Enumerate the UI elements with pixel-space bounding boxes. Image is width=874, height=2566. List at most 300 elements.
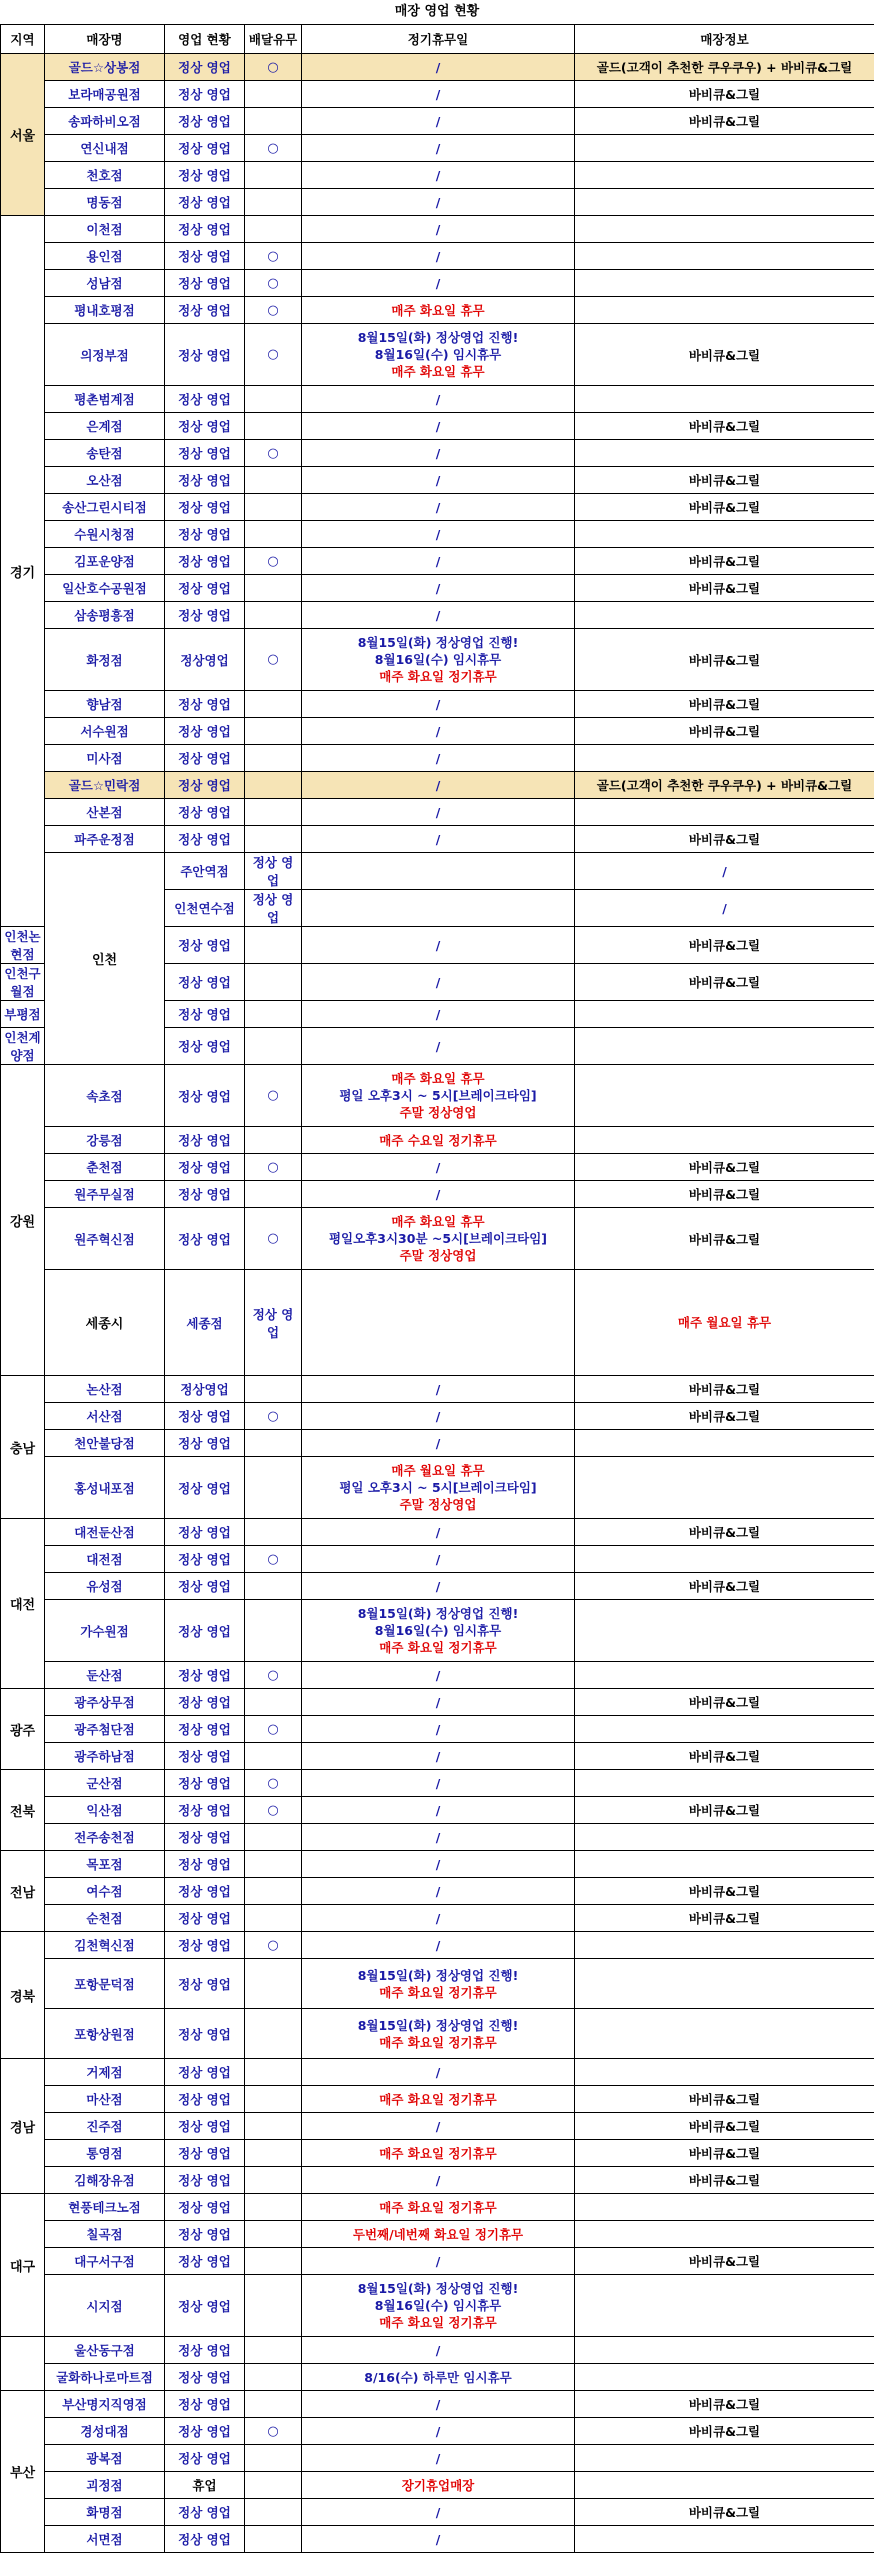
holiday-line: 평일오후3시30분 ~5시[브레이크타임] — [328, 1231, 548, 1246]
store-name-cell: 용인점 — [45, 243, 165, 270]
table-row — [1, 1770, 874, 1797]
table-row — [1, 2009, 874, 2059]
store-info-cell: 바비큐&그릴 — [575, 1181, 874, 1208]
store-info-cell: 바비큐&그릴 — [575, 324, 874, 386]
table-row — [1, 440, 874, 467]
business-status-cell: 정상 영업 — [165, 1546, 245, 1573]
holiday-line: / — [722, 863, 727, 879]
regular-holiday-cell — [302, 135, 575, 162]
delivery-cell: ○ — [245, 548, 302, 575]
table-row — [1, 1181, 874, 1208]
table-row — [1, 54, 874, 81]
business-status-cell: 정상 영업 — [165, 2499, 245, 2526]
holiday-line: 8월15일(화) 정상영업 진행! — [357, 1967, 519, 1983]
table-row — [1, 521, 874, 548]
holiday-line: 매주 월요일 휴무 — [391, 1463, 485, 1478]
delivery-cell — [245, 1824, 302, 1851]
delivery-cell: ○ — [245, 1716, 302, 1743]
region-cell: 세종시 — [45, 1270, 165, 1376]
delivery-cell: ○ — [245, 297, 302, 324]
store-info-cell: 바비큐&그릴 — [575, 2248, 874, 2275]
table-row — [1, 1716, 874, 1743]
store-name-cell: 골드☆민락점 — [45, 772, 165, 799]
store-info-cell — [575, 2445, 874, 2472]
region-cell: 충남 — [1, 1376, 45, 1519]
business-status-cell: 정상 영업 — [165, 1959, 245, 2009]
regular-holiday-cell — [302, 297, 575, 324]
store-name-cell: 진주점 — [45, 2113, 165, 2140]
holiday-line: 매주 화요일 휴무 — [391, 1071, 485, 1086]
delivery-cell — [302, 1270, 575, 1376]
delivery-cell — [245, 1851, 302, 1878]
holiday-line: / — [435, 1694, 441, 1710]
store-name-cell: 논산점 — [45, 1376, 165, 1403]
store-name-cell: 광주하남점 — [45, 1743, 165, 1770]
store-name-cell: 포항문덕점 — [45, 1959, 165, 2009]
delivery-cell — [302, 853, 575, 890]
store-info-cell: 바비큐&그릴 — [575, 2086, 874, 2113]
business-status-cell: 정상 영업 — [165, 243, 245, 270]
business-status-cell: 휴업 — [165, 2472, 245, 2499]
table-row — [1, 826, 874, 853]
table-row — [1, 575, 874, 602]
store-info-cell: 바비큐&그릴 — [575, 1878, 874, 1905]
table-row — [1, 162, 874, 189]
table-row — [1, 799, 874, 826]
business-status-cell: 정상 영업 — [165, 2221, 245, 2248]
store-info-cell — [575, 1457, 874, 1519]
business-status-cell: 정상 영업 — [165, 718, 245, 745]
regular-holiday-cell — [302, 162, 575, 189]
store-info-cell: 바비큐&그릴 — [575, 413, 874, 440]
store-info-cell — [575, 745, 874, 772]
delivery-cell — [245, 2086, 302, 2113]
delivery-cell — [245, 2167, 302, 2194]
business-status-cell: 정상 영업 — [165, 2275, 245, 2337]
holiday-line: / — [435, 248, 441, 264]
store-name-cell: 삼송평흥점 — [45, 602, 165, 629]
regular-holiday-cell — [302, 718, 575, 745]
store-name-cell: 거제점 — [45, 2059, 165, 2086]
store-name-cell: 의정부점 — [45, 324, 165, 386]
delivery-cell — [245, 2526, 302, 2553]
delivery-cell: ○ — [245, 2418, 302, 2445]
regular-holiday-cell — [302, 324, 575, 386]
table-row — [1, 1689, 874, 1716]
store-info-cell — [575, 1662, 874, 1689]
business-status-cell: 정상 영업 — [165, 1797, 245, 1824]
store-info-cell — [575, 386, 874, 413]
holiday-line: / — [435, 1578, 441, 1594]
store-name-cell: 원주혁신점 — [45, 1208, 165, 1270]
store-info-cell: 바비큐&그릴 — [575, 1905, 874, 1932]
region-cell: 경북 — [1, 1932, 45, 2059]
store-name-cell: 평내호평점 — [45, 297, 165, 324]
regular-holiday-cell — [302, 2337, 575, 2364]
header-region: 지역 — [1, 25, 45, 54]
table-row — [1, 548, 874, 575]
holiday-line: 매주 월요일 휴무 — [677, 1315, 772, 1330]
holiday-line: / — [435, 1186, 441, 1202]
delivery-cell — [245, 413, 302, 440]
business-status-cell: 정상 영업 — [165, 494, 245, 521]
business-status-cell: 정상 영업 — [165, 826, 245, 853]
delivery-cell — [245, 2472, 302, 2499]
regular-holiday-cell — [302, 1770, 575, 1797]
store-name-cell: 파주운정점 — [45, 826, 165, 853]
delivery-cell — [245, 1430, 302, 1457]
regular-holiday-cell — [302, 1824, 575, 1851]
holiday-line: / — [435, 1937, 441, 1953]
regular-holiday-cell — [302, 108, 575, 135]
business-status-cell: 정상 영업 — [165, 2391, 245, 2418]
holiday-line: / — [435, 696, 441, 712]
holiday-line: 장기휴업매장 — [401, 2477, 475, 2493]
business-status-cell: 정상 영업 — [165, 2009, 245, 2059]
business-status-cell: 정상 영업 — [245, 1270, 302, 1376]
holiday-line: / — [435, 2253, 441, 2269]
store-name-cell: 강릉점 — [45, 1127, 165, 1154]
regular-holiday-cell — [302, 2167, 575, 2194]
store-name-cell: 시지점 — [45, 2275, 165, 2337]
store-info-cell: 바비큐&그릴 — [575, 1573, 874, 1600]
holiday-line: / — [435, 2342, 441, 2358]
header-regular-holiday: 정기휴무일 — [302, 25, 575, 54]
regular-holiday-cell — [302, 2248, 575, 2275]
delivery-cell — [245, 718, 302, 745]
table-row — [1, 189, 874, 216]
holiday-line: / — [435, 499, 441, 515]
store-name-cell: 춘천점 — [45, 1154, 165, 1181]
regular-holiday-cell — [575, 1270, 874, 1376]
store-info-cell: 바비큐&그릴 — [575, 691, 874, 718]
regular-holiday-cell — [302, 2275, 575, 2337]
store-name-cell: 명동점 — [45, 189, 165, 216]
holiday-line: / — [435, 1006, 441, 1022]
store-name-cell: 광복점 — [45, 2445, 165, 2472]
store-info-cell: 골드(고객이 추천한 쿠우쿠우) + 바비큐&그릴 — [575, 772, 874, 799]
holiday-line: 두번째/네번째 화요일 정기휴무 — [352, 2226, 524, 2242]
table-row — [1, 108, 874, 135]
table-row — [1, 2526, 874, 2553]
business-status-cell: 정상영업 — [165, 1376, 245, 1403]
delivery-cell — [245, 602, 302, 629]
table-row — [1, 772, 874, 799]
store-name-cell: 현풍테크노점 — [45, 2194, 165, 2221]
delivery-cell — [245, 2221, 302, 2248]
holiday-line: / — [435, 2172, 441, 2188]
business-status-cell: 정상 영업 — [165, 1065, 245, 1127]
store-name-cell: 천호점 — [45, 162, 165, 189]
store-name-cell: 인천구월점 — [1, 964, 45, 1001]
delivery-cell — [245, 1573, 302, 1600]
regular-holiday-cell — [302, 413, 575, 440]
table-row — [1, 629, 874, 691]
business-status-cell: 정상 영업 — [165, 1181, 245, 1208]
holiday-line: 매주 화요일 휴무 — [391, 364, 485, 379]
business-status-cell: 정상 영업 — [165, 2113, 245, 2140]
delivery-cell: ○ — [245, 1932, 302, 1959]
delivery-cell — [245, 1959, 302, 2009]
store-info-cell — [575, 243, 874, 270]
delivery-cell — [245, 2364, 302, 2391]
delivery-cell — [245, 1127, 302, 1154]
table-row — [1, 2248, 874, 2275]
holiday-line: / — [435, 1910, 441, 1926]
holiday-line: / — [435, 2504, 441, 2520]
business-status-cell: 정상 영업 — [165, 135, 245, 162]
store-name-cell: 오산점 — [45, 467, 165, 494]
holiday-line: / — [435, 526, 441, 542]
table-row — [1, 1959, 874, 2009]
region-cell: 전남 — [1, 1851, 45, 1932]
business-status-cell: 정상 영업 — [165, 1932, 245, 1959]
table-row — [1, 1403, 874, 1430]
store-info-cell — [575, 1824, 874, 1851]
table-row — [1, 1519, 874, 1546]
business-status-cell: 정상 영업 — [165, 1028, 245, 1065]
region-cell: 부산 — [1, 2391, 45, 2553]
store-info-cell: 바비큐&그릴 — [575, 494, 874, 521]
delivery-cell: ○ — [245, 135, 302, 162]
delivery-cell — [245, 826, 302, 853]
table-row — [1, 324, 874, 386]
table-row — [1, 216, 874, 243]
regular-holiday-cell — [302, 189, 575, 216]
region-cell: 인천 — [45, 853, 165, 1065]
store-name-cell: 울산동구점 — [45, 2337, 165, 2364]
table-row — [1, 1065, 874, 1127]
business-status-cell: 정상 영업 — [165, 54, 245, 81]
table-row — [1, 2194, 874, 2221]
regular-holiday-cell — [302, 1851, 575, 1878]
regular-holiday-cell — [302, 2221, 575, 2248]
delivery-cell — [245, 162, 302, 189]
table-row — [1, 1546, 874, 1573]
regular-holiday-cell — [302, 1600, 575, 1662]
business-status-cell: 정상 영업 — [165, 1208, 245, 1270]
store-info-cell — [575, 2221, 874, 2248]
delivery-cell — [245, 2009, 302, 2059]
store-name-cell: 천안불당점 — [45, 1430, 165, 1457]
business-status-cell: 정상 영업 — [165, 2140, 245, 2167]
store-info-cell — [575, 1127, 874, 1154]
table-row — [1, 1376, 874, 1403]
store-name-cell: 여수점 — [45, 1878, 165, 1905]
business-status-cell: 정상 영업 — [165, 575, 245, 602]
table-row — [1, 718, 874, 745]
delivery-cell — [245, 2337, 302, 2364]
store-info-cell: 바비큐&그릴 — [575, 1797, 874, 1824]
holiday-line: / — [435, 831, 441, 847]
holiday-line: / — [435, 194, 441, 210]
business-status-cell: 정상 영업 — [165, 386, 245, 413]
regular-holiday-cell — [302, 1403, 575, 1430]
store-name-cell: 경성대점 — [45, 2418, 165, 2445]
regular-holiday-cell — [302, 1127, 575, 1154]
holiday-line: 매주 화요일 정기휴무 — [379, 669, 497, 684]
store-name-cell: 서면점 — [45, 2526, 165, 2553]
regular-holiday-cell — [302, 2472, 575, 2499]
store-name-cell: 전주송천점 — [45, 1824, 165, 1851]
holiday-line: / — [435, 113, 441, 129]
store-info-cell — [575, 216, 874, 243]
table-row — [1, 2364, 874, 2391]
delivery-cell: ○ — [245, 1154, 302, 1181]
store-name-cell: 둔산점 — [45, 1662, 165, 1689]
delivery-cell — [245, 467, 302, 494]
table-row — [1, 1662, 874, 1689]
holiday-line: / — [722, 900, 727, 916]
delivery-cell: ○ — [245, 629, 302, 691]
store-name-cell: 일산호수공원점 — [45, 575, 165, 602]
region-cell: 광주 — [1, 1689, 45, 1770]
store-info-cell: 바비큐&그릴 — [575, 1519, 874, 1546]
region-cell: 강원 — [1, 1065, 45, 1376]
business-status-cell: 정상 영업 — [165, 691, 245, 718]
region-cell: 서울 — [1, 54, 45, 216]
store-name-cell: 화정점 — [45, 629, 165, 691]
store-info-cell — [575, 2364, 874, 2391]
business-status-cell: 정상 영업 — [165, 1770, 245, 1797]
business-status-cell: 정상 영업 — [165, 2248, 245, 2275]
holiday-line: 8월15일(화) 정상영업 진행! — [357, 635, 519, 650]
store-info-cell — [575, 1065, 874, 1127]
store-info-cell — [575, 1959, 874, 2009]
holiday-line: / — [435, 2450, 441, 2466]
business-status-cell: 정상 영업 — [165, 1662, 245, 1689]
store-name-cell: 군산점 — [45, 1770, 165, 1797]
holiday-line: / — [435, 59, 441, 75]
holiday-line: / — [435, 445, 441, 461]
delivery-cell — [245, 521, 302, 548]
delivery-cell — [245, 2194, 302, 2221]
store-name-cell: 미사점 — [45, 745, 165, 772]
regular-holiday-cell — [302, 2140, 575, 2167]
regular-holiday-cell — [302, 1457, 575, 1519]
store-info-cell: 바비큐&그릴 — [575, 1403, 874, 1430]
store-name-cell: 주안역점 — [165, 853, 245, 890]
store-name-cell: 속초점 — [45, 1065, 165, 1127]
store-name-cell: 칠곡점 — [45, 2221, 165, 2248]
table-row — [1, 2167, 874, 2194]
store-info-cell — [575, 1716, 874, 1743]
holiday-line: 주말 정상영업 — [399, 1248, 477, 1263]
regular-holiday-cell — [302, 2009, 575, 2059]
holiday-line: / — [435, 140, 441, 156]
regular-holiday-cell — [302, 602, 575, 629]
table-row — [1, 2418, 874, 2445]
business-status-cell: 정상 영업 — [165, 548, 245, 575]
holiday-line: / — [435, 1721, 441, 1737]
regular-holiday-cell — [302, 2113, 575, 2140]
region-cell: 대구 — [1, 2194, 45, 2337]
holiday-line: 매주 수요일 정기휴무 — [379, 1132, 497, 1148]
table-row — [1, 1154, 874, 1181]
holiday-line: / — [435, 1775, 441, 1791]
business-status-cell: 정상 영업 — [165, 162, 245, 189]
holiday-line: / — [435, 1829, 441, 1845]
header-business-status: 영업 현황 — [165, 25, 245, 54]
holiday-line: / — [435, 2396, 441, 2412]
delivery-cell — [245, 1181, 302, 1208]
regular-holiday-cell — [302, 1689, 575, 1716]
store-info-cell: 바비큐&그릴 — [575, 2391, 874, 2418]
store-info-cell — [575, 1430, 874, 1457]
delivery-cell — [245, 1028, 302, 1065]
table-row — [1, 2059, 874, 2086]
delivery-cell — [245, 1743, 302, 1770]
holiday-line: 매주 화요일 정기휴무 — [379, 1640, 497, 1655]
store-info-cell: 바비큐&그릴 — [575, 964, 874, 1001]
store-info-cell: 바비큐&그릴 — [575, 1208, 874, 1270]
delivery-cell — [245, 216, 302, 243]
table-row — [1, 297, 874, 324]
store-name-cell: 괴정점 — [45, 2472, 165, 2499]
store-name-cell: 서수원점 — [45, 718, 165, 745]
delivery-cell — [245, 1001, 302, 1028]
regular-holiday-cell — [302, 1376, 575, 1403]
store-info-cell — [575, 1600, 874, 1662]
business-status-cell: 정상 영업 — [165, 1127, 245, 1154]
holiday-line: 매주 화요일 정기휴무 — [379, 2315, 497, 2330]
delivery-cell — [245, 1905, 302, 1932]
store-name-cell: 연신내점 — [45, 135, 165, 162]
store-name-cell: 홍성내포점 — [45, 1457, 165, 1519]
business-status-cell: 정상 영업 — [165, 297, 245, 324]
holiday-line: / — [435, 221, 441, 237]
store-name-cell: 보라매공원점 — [45, 81, 165, 108]
store-name-cell: 김천혁신점 — [45, 1932, 165, 1959]
business-status-cell: 정상 영업 — [165, 2194, 245, 2221]
regular-holiday-cell — [575, 890, 874, 927]
holiday-line: / — [435, 777, 441, 793]
regular-holiday-cell — [302, 2499, 575, 2526]
header-store-info: 매장정보 — [575, 25, 874, 54]
store-info-cell: 바비큐&그릴 — [575, 1743, 874, 1770]
store-name-cell: 성남점 — [45, 270, 165, 297]
store-info-cell: 바비큐&그릴 — [575, 108, 874, 135]
business-status-cell: 정상 영업 — [165, 745, 245, 772]
holiday-line: / — [435, 1381, 441, 1397]
regular-holiday-cell — [302, 467, 575, 494]
holiday-line: / — [435, 1551, 441, 1567]
regular-holiday-cell — [302, 1743, 575, 1770]
store-name-cell: 통영점 — [45, 2140, 165, 2167]
table-row — [1, 2221, 874, 2248]
delivery-cell: ○ — [245, 1797, 302, 1824]
store-info-cell: 바비큐&그릴 — [575, 2113, 874, 2140]
holiday-line: / — [435, 580, 441, 596]
delivery-cell — [245, 964, 302, 1001]
regular-holiday-cell — [302, 1797, 575, 1824]
regular-holiday-cell — [302, 927, 575, 964]
delivery-cell — [245, 927, 302, 964]
holiday-line: / — [435, 2064, 441, 2080]
regular-holiday-cell — [302, 691, 575, 718]
store-name-cell: 수원시청점 — [45, 521, 165, 548]
business-status-cell: 정상 영업 — [165, 1519, 245, 1546]
regular-holiday-cell — [302, 2391, 575, 2418]
table-row — [1, 1851, 874, 1878]
regular-holiday-cell — [302, 629, 575, 691]
business-status-cell: 정상 영업 — [165, 270, 245, 297]
holiday-line: 주말 정상영업 — [399, 1497, 477, 1512]
delivery-cell — [245, 2499, 302, 2526]
holiday-line: / — [435, 1856, 441, 1872]
store-name-cell: 대전둔산점 — [45, 1519, 165, 1546]
store-info-cell — [575, 799, 874, 826]
